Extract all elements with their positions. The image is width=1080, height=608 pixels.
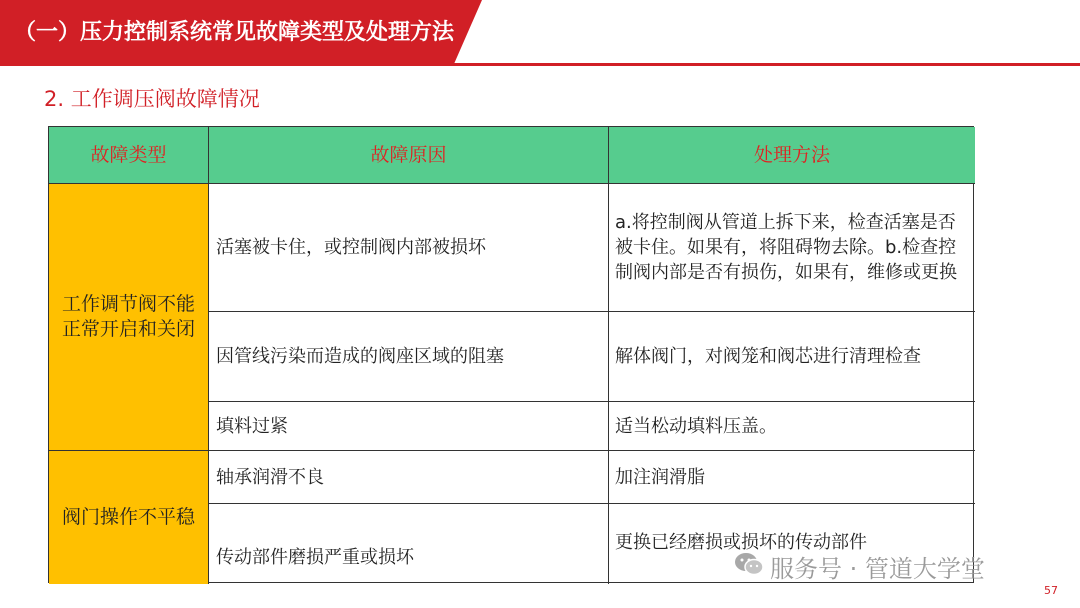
page-title: （一）压力控制系统常见故障类型及处理方法 xyxy=(14,20,455,45)
fault-method-cell: 适当松动填料压盖。 xyxy=(609,402,975,451)
fault-cause-cell: 活塞被卡住，或控制阀内部被损坏 xyxy=(209,184,609,312)
fault-cause-cell: 传动部件磨损严重或损坏 xyxy=(209,504,609,584)
watermark-text: 服务号 · 管道大学堂 xyxy=(770,555,985,583)
fault-table xyxy=(48,126,974,583)
fault-method-cell: 加注润滑脂 xyxy=(609,451,975,504)
fault-cause-cell: 因管线污染而造成的阀座区域的阻塞 xyxy=(209,312,609,402)
table-header-method: 处理方法 xyxy=(609,127,975,184)
fault-type-cell: 工作调节阀不能正常开启和关闭 xyxy=(49,184,209,451)
table-header-cause: 故障原因 xyxy=(209,127,609,184)
fault-cause-cell: 填料过紧 xyxy=(209,402,609,451)
fault-method-cell: a.将控制阀从管道上拆下来，检查活塞是否被卡住。如果有，将阻碍物去除。b.检查控制阀内部是否有损伤，如果有，维修或更换 xyxy=(609,184,975,312)
section-subtitle: 2. 工作调压阀故障情况 xyxy=(44,87,260,111)
page-number: 57 xyxy=(1044,584,1058,597)
fault-method-cell: 解体阀门，对阀笼和阀芯进行清理检查 xyxy=(609,312,975,402)
table-header-type: 故障类型 xyxy=(49,127,209,184)
fault-type-cell: 阀门操作不平稳 xyxy=(49,451,209,584)
header-divider xyxy=(0,63,1080,66)
wechat-icon xyxy=(734,551,764,583)
fault-method-cell: 更换已经磨损或损坏的传动部件 xyxy=(615,532,867,553)
fault-cause-cell: 轴承润滑不良 xyxy=(209,451,609,504)
watermark xyxy=(734,549,985,584)
